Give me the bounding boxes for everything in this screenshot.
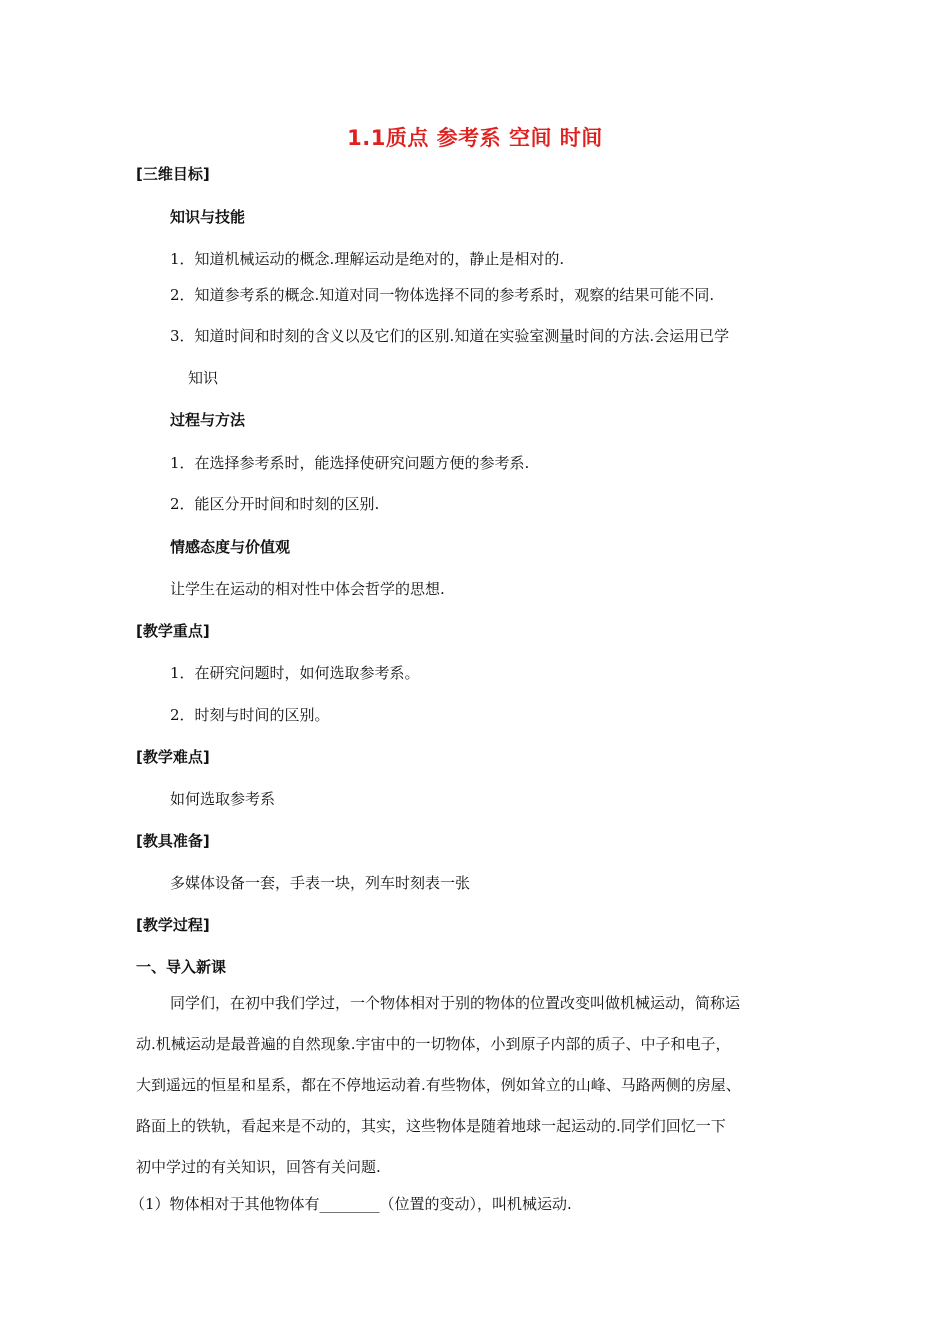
teaching-process-heading: [教学过程]: [136, 916, 210, 934]
tools-heading: [教具准备]: [136, 832, 210, 850]
difficulties-heading: [教学难点]: [136, 748, 210, 766]
intro-line-2: 动.机械运动是最普遍的自然现象.宇宙中的一切物体，小到原子内部的质子、中子和电子，: [136, 1035, 731, 1053]
page-title: 1.1质点 参考系 空间 时间: [347, 126, 603, 150]
knowledge-item-2: 2．知道参考系的概念.知道对同一物体选择不同的参考系时，观察的结果可能不同.: [170, 286, 715, 304]
intro-line-4: 路面上的铁轨，看起来是不动的，其实，这些物体是随着地球一起运动的.同学们回忆一下: [136, 1117, 726, 1135]
section-1-heading: 一、导入新课: [136, 958, 227, 976]
process-method-item-1: 1．在选择参考系时，能选择使研究问题方便的参考系.: [170, 454, 530, 472]
process-method-heading: 过程与方法: [170, 411, 246, 429]
attitude-heading: 情感态度与价值观: [170, 538, 291, 556]
intro-line-5: 初中学过的有关知识，回答有关问题.: [136, 1158, 381, 1176]
intro-line-1: 同学们，在初中我们学过，一个物体相对于别的物体的位置改变叫做机械运动，简称运: [170, 994, 741, 1012]
process-method-item-2: 2．能区分开时间和时刻的区别.: [170, 495, 380, 513]
knowledge-item-3-cont: 知识: [188, 369, 219, 387]
key-point-1: 1．在研究问题时，如何选取参考系。: [170, 664, 420, 682]
knowledge-item-1: 1．知道机械运动的概念.理解运动是绝对的，静止是相对的.: [170, 250, 565, 268]
knowledge-item-3: 3．知道时间和时刻的含义以及它们的区别.知道在实验室测量时间的方法.会运用已学: [170, 327, 730, 345]
attitude-text: 让学生在运动的相对性中体会哲学的思想.: [170, 580, 445, 598]
knowledge-heading: 知识与技能: [170, 208, 246, 226]
tools-text: 多媒体设备一套，手表一块，列车时刻表一张: [170, 874, 471, 892]
key-points-heading: [教学重点]: [136, 622, 210, 640]
key-point-2: 2．时刻与时间的区别。: [170, 706, 330, 724]
intro-line-3: 大到遥远的恒星和星系，都在不停地运动着.有些物体，例如耸立的山峰、马路两侧的房屋、: [136, 1076, 741, 1094]
goals-heading: [三维目标]: [136, 165, 210, 183]
difficulties-text: 如何选取参考系: [170, 790, 276, 808]
question-1: （1）物体相对于其他物体有________（位置的变动），叫机械运动.: [130, 1195, 572, 1213]
